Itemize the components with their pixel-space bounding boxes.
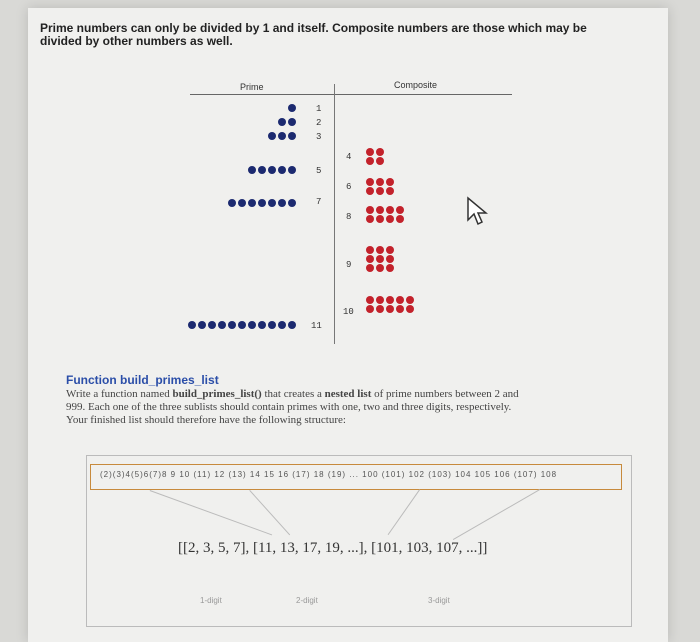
- composite-dot-9: [366, 264, 374, 272]
- composite-dot-10: [376, 296, 384, 304]
- prime-label-3: 3: [316, 132, 322, 142]
- composite-dot-9: [386, 255, 394, 263]
- function-name: build_primes_list(): [172, 388, 262, 400]
- composite-dot-9: [366, 246, 374, 254]
- prime-label-7: 7: [316, 197, 322, 207]
- prime-dot-5: [248, 166, 256, 174]
- composite-dot-6: [366, 187, 374, 195]
- mouse-pointer-icon: [466, 196, 488, 226]
- composite-dot-9: [386, 264, 394, 272]
- composite-label-6: 6: [346, 182, 352, 192]
- composite-label-8: 8: [346, 212, 352, 222]
- prime-dot-5: [268, 166, 276, 174]
- prime-dot-11: [198, 321, 206, 329]
- composite-dot-10: [386, 296, 394, 304]
- prime-dot-2: [288, 118, 296, 126]
- composite-dot-10: [396, 296, 404, 304]
- one-digit-label: 1-digit: [200, 596, 222, 605]
- prime-dot-11: [218, 321, 226, 329]
- prime-dot-7: [268, 199, 276, 207]
- prime-dot-3: [278, 132, 286, 140]
- prime-dot-7: [228, 199, 236, 207]
- prime-dot-7: [248, 199, 256, 207]
- composite-dot-4: [376, 157, 384, 165]
- composite-dot-8: [386, 206, 394, 214]
- prime-dot-11: [208, 321, 216, 329]
- table-column-divider: [334, 84, 335, 344]
- prime-dot-1: [288, 104, 296, 112]
- function-title: Function build_primes_list: [66, 373, 219, 387]
- function-description: Write a function named build_primes_list() that creates a nested list of prime numbers between 2 and 999. Each one of the three sublists should contain primes with one, two and three digits, respectively. Your finished list should therefore have the following structure:: [66, 388, 519, 426]
- composite-dot-9: [376, 264, 384, 272]
- composite-dot-10: [366, 305, 374, 313]
- prime-dot-11: [278, 321, 286, 329]
- prime-dot-3: [288, 132, 296, 140]
- composite-dot-8: [396, 206, 404, 214]
- prime-label-2: 2: [316, 118, 322, 128]
- composite-dot-10: [386, 305, 394, 313]
- composite-dot-4: [366, 148, 374, 156]
- composite-dot-10: [406, 296, 414, 304]
- composite-dot-10: [366, 296, 374, 304]
- number-sequence: (2)(3)4(5)6(7)8 9 10 (11) 12 (13) 14 15 16 (17) 18 (19) ... 100 (101) 102 (103) 104 105 106 (107) 108: [100, 470, 558, 479]
- composite-column-header: Composite: [394, 80, 438, 90]
- composite-dot-9: [386, 246, 394, 254]
- prime-dot-11: [238, 321, 246, 329]
- prime-dot-5: [278, 166, 286, 174]
- prime-dot-11: [288, 321, 296, 329]
- prime-column-header: Prime: [240, 82, 264, 92]
- composite-dot-4: [376, 148, 384, 156]
- prime-dot-11: [268, 321, 276, 329]
- composite-dot-8: [386, 215, 394, 223]
- composite-dot-6: [376, 178, 384, 186]
- composite-dot-6: [366, 178, 374, 186]
- prime-dot-11: [228, 321, 236, 329]
- composite-dot-10: [376, 305, 384, 313]
- composite-dot-6: [376, 187, 384, 195]
- prime-dot-7: [288, 199, 296, 207]
- prime-dot-7: [238, 199, 246, 207]
- table-header-rule: [190, 94, 512, 95]
- prime-label-11: 11: [311, 321, 322, 331]
- composite-dot-8: [396, 215, 404, 223]
- prime-dot-7: [278, 199, 286, 207]
- prime-dot-11: [248, 321, 256, 329]
- prime-label-5: 5: [316, 166, 322, 176]
- composite-dot-8: [366, 215, 374, 223]
- composite-dot-9: [376, 246, 384, 254]
- composite-dot-4: [366, 157, 374, 165]
- prime-dot-2: [278, 118, 286, 126]
- composite-dot-6: [386, 187, 394, 195]
- composite-label-9: 9: [346, 260, 352, 270]
- composite-dot-10: [406, 305, 414, 313]
- prime-dot-11: [258, 321, 266, 329]
- composite-dot-8: [366, 206, 374, 214]
- prime-dot-5: [288, 166, 296, 174]
- composite-label-4: 4: [346, 152, 352, 162]
- intro-text: Prime numbers can only be divided by 1 and itself. Composite numbers are those which may be divided by other numbers as well.: [40, 21, 587, 48]
- prime-dot-3: [268, 132, 276, 140]
- three-digit-label: 3-digit: [428, 596, 450, 605]
- composite-dot-9: [376, 255, 384, 263]
- prime-label-1: 1: [316, 104, 322, 114]
- composite-dot-9: [366, 255, 374, 263]
- composite-label-10: 10: [343, 307, 354, 317]
- prime-dot-7: [258, 199, 266, 207]
- prime-dot-5: [258, 166, 266, 174]
- composite-dot-8: [376, 206, 384, 214]
- two-digit-label: 2-digit: [296, 596, 318, 605]
- composite-dot-8: [376, 215, 384, 223]
- prime-dot-11: [188, 321, 196, 329]
- composite-dot-10: [396, 305, 404, 313]
- nested-list-example: [[2, 3, 5, 7], [11, 13, 17, 19, ...], [101, 103, 107, ...]]: [178, 540, 488, 556]
- composite-dot-6: [386, 178, 394, 186]
